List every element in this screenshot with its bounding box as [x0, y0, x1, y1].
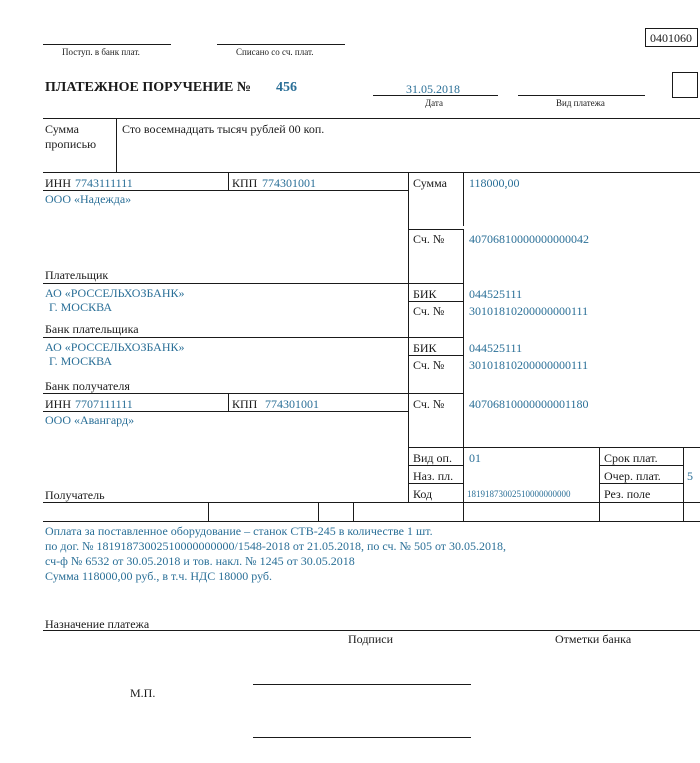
status-box	[672, 72, 698, 98]
main-top-line	[43, 172, 700, 173]
tax-cell-divider-1	[208, 502, 209, 521]
tax-cell-divider-2	[318, 502, 319, 521]
recipient-inn: 7707111111	[75, 397, 133, 411]
payer-bik: 044525111	[469, 287, 523, 301]
code-label: Код	[413, 487, 433, 501]
op-right-divider	[683, 447, 684, 521]
purpose-line-3: сч-ф № 6532 от 30.05.2018 и тов. накл. № 1245 от 30.05.2018	[45, 554, 355, 568]
sum-label: Сумма	[413, 176, 447, 190]
value-divider-lower	[463, 229, 464, 502]
recipient-bank-acc: 30101810200000000111	[469, 358, 589, 372]
code-value: 18191873002510000000000	[467, 489, 571, 499]
payer-inn-label: ИНН	[45, 176, 71, 190]
payer-bank-name: АО «РОССЕЛЬХОЗБАНК»	[45, 286, 185, 300]
tax-cell-divider-5	[599, 502, 600, 521]
debited-line	[217, 44, 345, 45]
payer-kpp-label: КПП	[232, 176, 258, 190]
recipient-bik-line	[408, 355, 463, 356]
priority-label: Очер. плат.	[604, 469, 661, 483]
op-type-label: Вид оп.	[413, 451, 452, 465]
payer-name: ООО «Надежда»	[45, 192, 132, 206]
purpose-line-1: Оплата за поставленное оборудование – станок СТВ-245 в количестве 1 шт.	[45, 524, 433, 538]
op-mid-divider	[599, 447, 600, 502]
payer-inn: 7743111111	[75, 176, 133, 190]
date-label: Дата	[425, 98, 443, 108]
recipient-kpp-label: КПП	[232, 397, 258, 411]
recipient-bank-acc-label: Сч. №	[413, 358, 445, 372]
page-title: ПЛАТЕЖНОЕ ПОРУЧЕНИЕ №	[45, 80, 251, 95]
purpose-line-4: Сумма 118000,00 руб., в т.ч. НДС 18000 руб.	[45, 569, 273, 583]
op-type-bottom-line	[408, 465, 463, 466]
recipient-name: ООО «Авангард»	[45, 413, 135, 427]
op-row3-line	[599, 483, 683, 484]
payer-bottom-line	[43, 283, 463, 284]
amount-words-label-1: Сумма	[45, 122, 79, 136]
op-row2-line	[599, 465, 683, 466]
received-label: Поступ. в банк плат.	[62, 47, 140, 57]
payer-bik-line	[408, 301, 463, 302]
purpose-code-label: Наз. пл.	[413, 469, 454, 483]
recipient-bank-bottom-line	[43, 393, 463, 394]
term-label: Срок плат.	[604, 451, 658, 465]
purpose-bottom-line	[43, 630, 700, 631]
recipient-acc: 40706810000000001180	[469, 397, 589, 411]
signature-line-2	[253, 737, 471, 738]
reserve-label: Рез. поле	[604, 487, 651, 501]
payer-account: 40706810000000000042	[469, 232, 589, 246]
recipient-bik-label: БИК	[413, 341, 437, 355]
recipient-kpp: 774301001	[265, 397, 319, 411]
sum-bottom-line	[408, 229, 463, 230]
date-line	[373, 95, 498, 96]
purpose-code-bottom-line	[408, 483, 463, 484]
stamp-label: М.П.	[130, 686, 156, 700]
purpose-label: Назначение платежа	[45, 617, 150, 631]
purpose-line-2: по дог. № 18191873002510000000000/1548-2018 от 21.05.2018, по сч. № 505 от 30.05.2018,	[45, 539, 507, 553]
recipient-bank-name: АО «РОССЕЛЬХОЗБАНК»	[45, 340, 185, 354]
tax-row-bottom-line	[43, 521, 700, 522]
tax-cell-divider-3	[353, 502, 354, 521]
recipient-bank-city: Г. МОСКВА	[49, 354, 112, 368]
recipient-acc-label: Сч. №	[413, 397, 445, 411]
recipient-bottom-line	[43, 502, 700, 503]
recipient-inn-bottom-line	[43, 411, 408, 412]
order-number: 456	[276, 80, 297, 95]
payer-label: Плательщик	[45, 268, 109, 282]
amount-words-label-2: прописью	[45, 137, 97, 151]
payer-inn-bottom-line	[43, 190, 408, 191]
payer-bank-acc-label: Сч. №	[413, 304, 445, 318]
signatures-label: Подписи	[348, 632, 394, 646]
payer-bank-city: Г. МОСКВА	[49, 300, 112, 314]
payment-type-label: Вид платежа	[556, 98, 605, 108]
tax-cell-divider-4	[463, 502, 464, 521]
recipient-bank-label: Банк получателя	[45, 379, 130, 393]
payer-bik-label: БИК	[413, 287, 437, 301]
payment-type-line	[518, 95, 645, 96]
form-code: 0401060	[650, 31, 692, 45]
amount-words-top-line	[43, 118, 700, 119]
payer-bank-acc: 30101810200000000111	[469, 304, 589, 318]
payer-bank-bottom-line	[43, 337, 463, 338]
recipient-bik: 044525111	[469, 341, 523, 355]
sum-value: 118000,00	[469, 176, 520, 190]
value-divider-upper	[463, 172, 464, 226]
date-value: 31.05.2018	[406, 82, 460, 96]
recipient-inn-label: ИНН	[45, 397, 71, 411]
priority-value: 5	[687, 469, 693, 483]
amount-words-divider	[116, 118, 117, 172]
bank-marks-label: Отметки банка	[555, 632, 632, 646]
payer-bank-label: Банк плательщика	[45, 322, 139, 336]
recipient-inn-kpp-divider	[228, 393, 229, 411]
signature-line-1	[253, 684, 471, 685]
recipient-label: Получатель	[45, 488, 105, 502]
payer-account-label: Сч. №	[413, 232, 445, 246]
op-type-value: 01	[469, 451, 481, 465]
op-type-top-line	[408, 447, 700, 448]
payer-kpp: 774301001	[262, 176, 316, 190]
debited-label: Списано со сч. плат.	[236, 47, 314, 57]
received-line	[43, 44, 171, 45]
payer-inn-kpp-divider	[228, 172, 229, 190]
amount-words-value: Сто восемнадцать тысяч рублей 00 коп.	[122, 122, 325, 136]
